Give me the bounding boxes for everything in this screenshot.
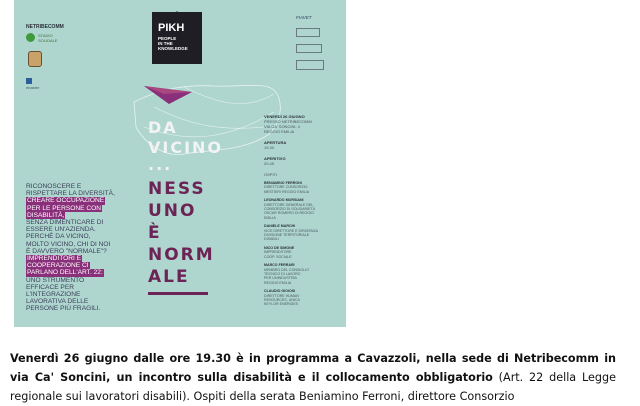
guest-entry: CLAUDIO GIOIOSI DIRETTORE HUMAN RESOURCES, UNICA KEYLOR ENERGIES bbox=[264, 289, 300, 307]
manifesto-line: IMPRENDITORI E bbox=[27, 255, 82, 263]
partner-logo-5 bbox=[296, 44, 322, 53]
article-text bbox=[10, 349, 616, 406]
da-vicino-heading: DA VICINO ... bbox=[148, 118, 224, 174]
crown-icon bbox=[155, 6, 199, 16]
manifesto-line: RICONOSCERE E bbox=[26, 183, 82, 190]
manifesto-line: DISABILITÀ, bbox=[27, 211, 65, 219]
guest-entry: DANIELE MARCHI VICE DIRETTORE E DIRIGENZA DIVISIONE TERRITORIALE DISABILI bbox=[264, 224, 319, 242]
manifesto-line: PER LE PERSONE CON bbox=[27, 204, 102, 212]
manifesto-line: PERSONE PIÙ FRAGILI. bbox=[26, 305, 101, 313]
guest-entry: MARCO FERRARI MEMBRO DEL CONSIGLIO TECNICO DI LAVORO PER UNINDUSTRIA REGGIO EMILIA bbox=[264, 263, 309, 285]
partner-logo-2 bbox=[28, 51, 42, 67]
manifesto-line: MOLTO VICINO, CHI DI NOI bbox=[26, 240, 111, 248]
aperitivo-label: APERITIVO bbox=[264, 156, 286, 161]
nessuno-normale-heading: NESS UNO È NORM ALE bbox=[148, 179, 215, 287]
manifesto-line: EFFICACE PER bbox=[26, 283, 74, 291]
guest-entry: LEONARDO MORSIANI DIRETTORE GENERALE DEL CONSORZIO DI SOLIDARIETÀ OSCAR ROMERO DI REGGIO EMILIA bbox=[264, 198, 316, 220]
pikh-badge: PIKH PEOPLE IN THE KNOWLEDGE bbox=[152, 12, 202, 64]
apertura-label: APERTURA bbox=[264, 140, 287, 145]
article-body: (Art. 22 della Legge regionale sui lavoratori disabili). Ospiti della serata Beniamino Ferroni, direttore Consorzio bbox=[10, 371, 616, 403]
manifesto-line: ESSERE UN'AZIENDA. bbox=[26, 226, 96, 234]
manifesto-line: PERCHÈ DA VICINO, bbox=[26, 233, 91, 241]
partner-logo-6 bbox=[296, 60, 324, 70]
netribecomm-logo: NETRIBECOMM bbox=[26, 24, 64, 30]
partner-logo-3: ebaster bbox=[26, 78, 56, 92]
manifesto-line: CREARE OCCUPAZIONE bbox=[27, 197, 105, 205]
title-underline bbox=[148, 292, 208, 295]
partner-logo-1: STADIO SOLIDALE bbox=[26, 32, 60, 44]
manifesto-line: COOPERAZIONE CI bbox=[27, 262, 89, 270]
event-info: VENERDÌ 26 GIUGNO PRESSO NETRIBECOMM VIA CA' SONCINI, 4 REGGIO EMILIA APERTURA 19.30 APERITIVO 20.45 OSPITI BENIAMINO FERRONI DIRETTORE CONSORZIO MESTIERI REGGIO EMILIA LEONARDO MORSIANI DIRETTORE GENERALE DEL CONSORZIO DI SOLIDARIETÀ OSCAR ROMERO DI REGGIO EMILIA DANIELE MARCHI VICE DIRETTORE E DIRIGENZA DIVISIONE TERRITORIALE DISABILI NICO DE SIMONE IMPRENDITORE COOP. SOCIALE MARCO FERRARI MEMBRO DEL CONSIGLIO TECNICO DI LAVORO PER UNINDUSTRIA REGGIO EMILIA CLAUDIO GIOIOSI DIRETTORE HUMAN RESOURCES, UNICA KEYLOR ENERGIES bbox=[264, 114, 342, 307]
manifesto-line: LAVORATIVA DELLE bbox=[26, 298, 89, 306]
leaf-icon bbox=[26, 33, 35, 42]
guest-list bbox=[264, 181, 342, 307]
poster-manifesto bbox=[26, 183, 115, 313]
guest-entry: NICO DE SIMONE IMPRENDITORE COOP. SOCIALE bbox=[264, 245, 295, 259]
guest-entry: BENIAMINO FERRONI DIRETTORE CONSORZIO MESTIERI REGGIO EMILIA bbox=[264, 181, 310, 194]
manifesto-line: UNO STRUMENTO bbox=[26, 276, 85, 284]
article-lead: Venerdì 26 giugno dalle ore 19.30 è in programma a Cavazzoli, nella sede di Netribecomm in via Ca' Soncini, un incontro sulla disabilità e il collocamento obbligatorio bbox=[10, 352, 616, 384]
event-poster bbox=[14, 0, 346, 327]
manifesto-line: L'INTEGRAZIONE bbox=[26, 291, 81, 299]
right-logos: FIAVET bbox=[296, 15, 336, 70]
building-icon bbox=[26, 78, 32, 84]
ospiti-label: OSPITI bbox=[264, 172, 278, 177]
event-date: VENERDÌ 26 GIUGNO bbox=[264, 114, 305, 119]
partner-logo-4 bbox=[296, 28, 320, 37]
manifesto-line: RISPETTARE LA DIVERSITÀ, bbox=[26, 190, 115, 198]
manifesto-line: È DAVVERO "NORMALE"? bbox=[26, 247, 107, 255]
manifesto-line: SENZA DIMENTICARE DI bbox=[26, 219, 104, 227]
face-icon bbox=[28, 51, 42, 67]
manifesto-line: PARLANO DELL'ART. 22: bbox=[27, 269, 103, 277]
